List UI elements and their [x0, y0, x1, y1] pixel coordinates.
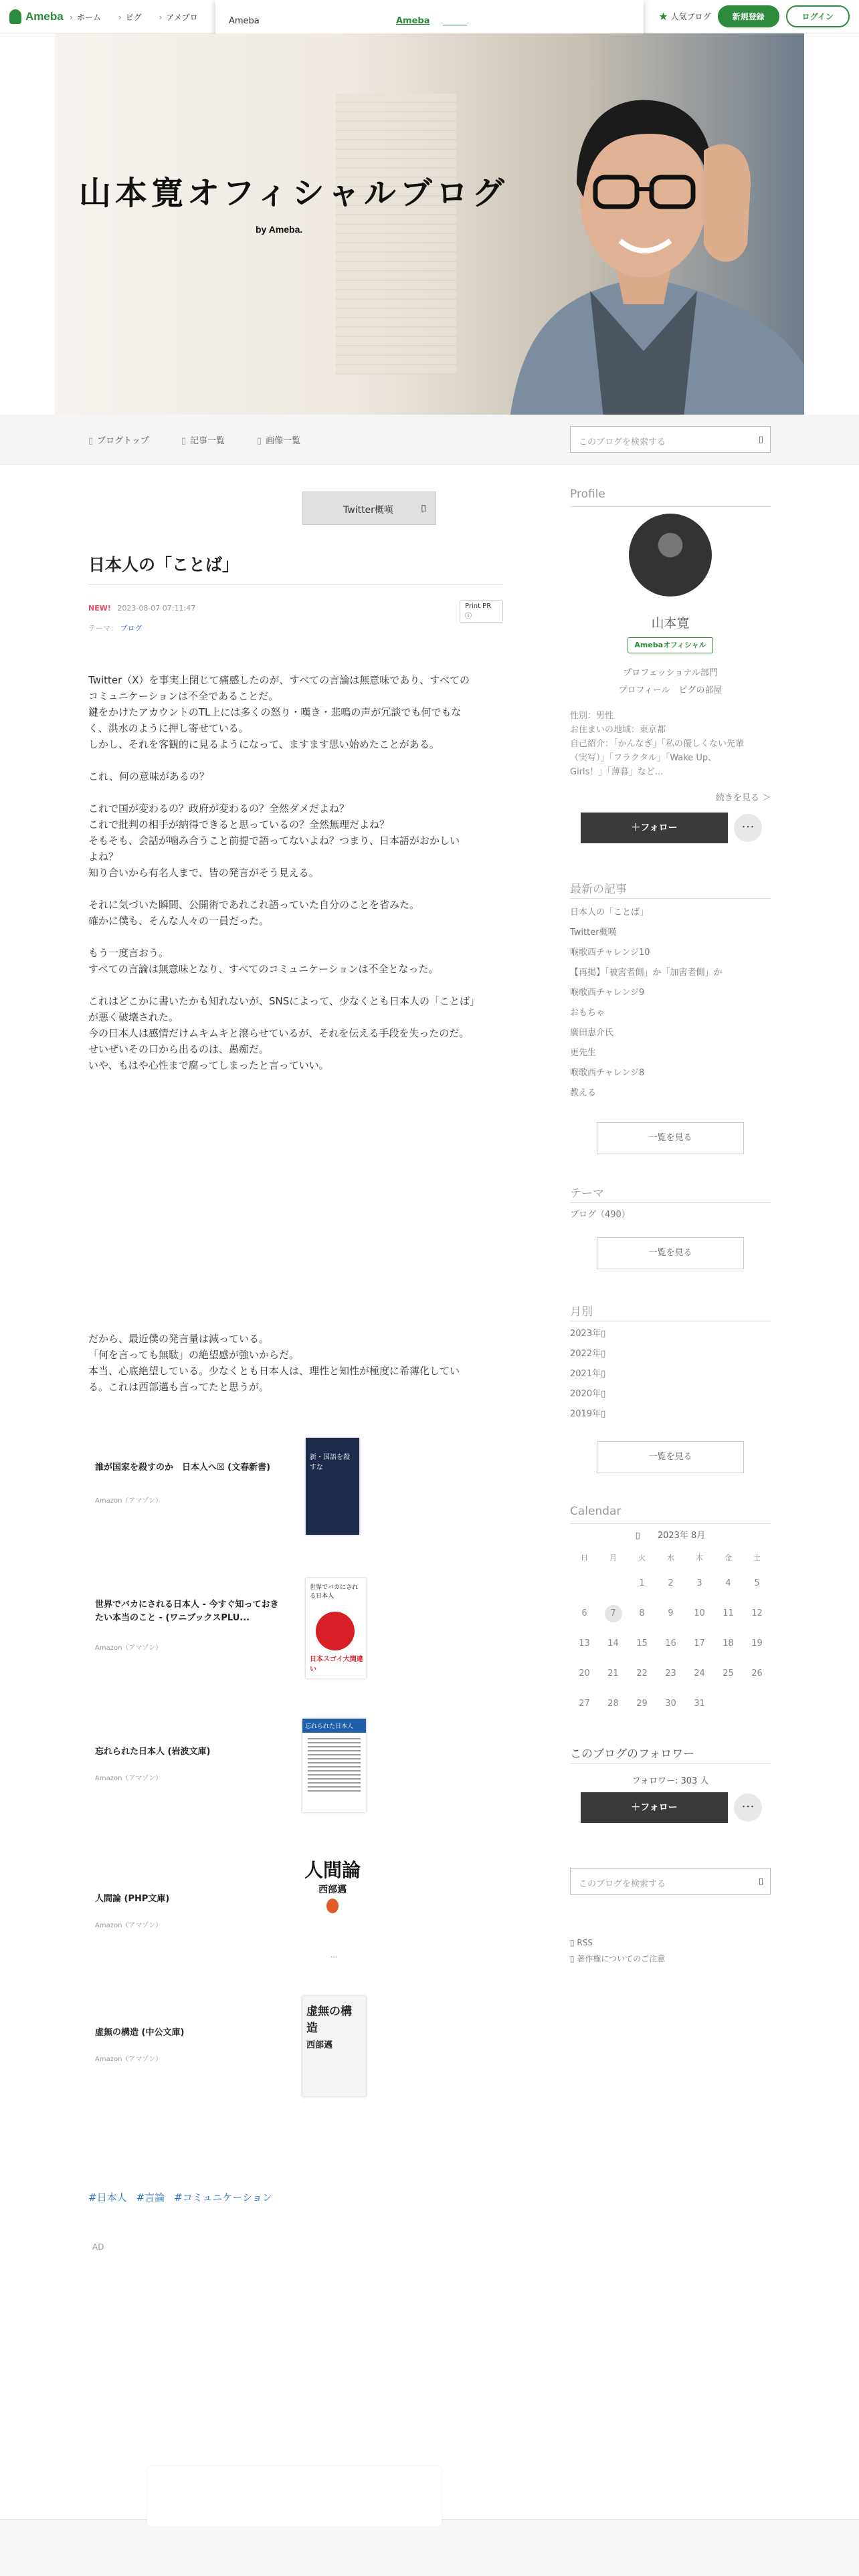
body-paragraph: せいぜいその口から出るのは、愚痴だ。: [88, 1043, 270, 1055]
calendar-day[interactable]: 2: [668, 1578, 674, 1588]
calendar: [570, 1528, 771, 1722]
calendar-day[interactable]: 20: [579, 1669, 590, 1679]
follow-button[interactable]: ＋フォロー: [581, 813, 728, 843]
footer: [0, 2519, 859, 2576]
cover-text: 日本スゴイ大間違い: [310, 1656, 363, 1673]
book-cover[interactable]: [302, 1719, 366, 1812]
calendar-day: [714, 1689, 743, 1719]
calendar-day[interactable]: 22: [636, 1669, 648, 1679]
ameba-logo-icon: [9, 9, 21, 24]
book-cover[interactable]: [302, 1996, 366, 2097]
calendar-grid: [570, 1548, 771, 1719]
search-icon[interactable]: ▯: [758, 435, 763, 445]
cover-text: 西部邁: [318, 1885, 347, 1895]
calendar-day[interactable]: 10: [694, 1608, 705, 1618]
body-paragraph: しかし、それを客観的に見るようになって、ますます思い始めたことがある。: [88, 738, 440, 750]
nav-entry-list[interactable]: ▯ 記事一覧: [181, 433, 225, 446]
profile-name[interactable]: 山本寛: [651, 616, 690, 631]
recent-entry-link[interactable]: 更先生: [570, 1048, 597, 1058]
hashtag[interactable]: #コミュニケーション: [174, 2191, 272, 2204]
body-paragraph: これ、何の意味があるの？: [88, 770, 209, 782]
calendar-day[interactable]: 21: [607, 1669, 619, 1679]
window-blinds: [336, 94, 456, 374]
calendar-day[interactable]: 26: [751, 1669, 763, 1679]
more-options-button[interactable]: ･･･: [734, 1794, 762, 1822]
popup-underline: [443, 16, 467, 25]
calendar-month[interactable]: ▯ 2023年 8月: [635, 1531, 706, 1541]
calendar-day[interactable]: 11: [723, 1608, 734, 1618]
recent-entry-link[interactable]: 喉歌西チャレンジ10: [570, 948, 650, 958]
copyright-link[interactable]: [570, 1951, 771, 1967]
body-paragraph: それに気づいた瞬間、公開術であれこれ語っていた自分のことを省みた。: [88, 899, 420, 911]
month-link[interactable]: 2019年▯: [570, 1409, 606, 1419]
recent-entry-link[interactable]: 日本人の「ことば」: [570, 907, 649, 918]
followers-heading: このブログのフォロワー: [570, 1747, 695, 1761]
body-paragraph: 本当、心底絶望している。少なくとも日本人は、理性と知性が極度に希薄化してい: [88, 1365, 460, 1377]
body-paragraph: いや、もはや心性まで腐ってしまったと言っていい。: [88, 1059, 329, 1071]
book-card[interactable]: [88, 1578, 503, 1699]
profile-info-line: Girls！」「薄暮」など...: [570, 767, 664, 777]
profile-heading: Profile: [570, 488, 605, 501]
calendar-day[interactable]: 16: [665, 1638, 676, 1648]
blog-title[interactable]: 山本寛オフィシャルブログ: [79, 175, 508, 212]
book-title[interactable]: 誰が国家を殺すのか 日本人へ☒ (文春新書): [95, 1463, 271, 1473]
body-paragraph: よね？: [88, 851, 119, 863]
calendar-day[interactable]: 13: [579, 1638, 590, 1648]
prev-entry-button[interactable]: [302, 492, 436, 525]
blog-nav-items: [88, 433, 300, 446]
month-link[interactable]: 2021年▯: [570, 1369, 606, 1379]
calendar-day[interactable]: 28: [607, 1699, 619, 1709]
body-paragraph: コミュニケーションは不全であることだ。: [88, 690, 279, 702]
cover-text: 忘れられた日本人: [302, 1719, 366, 1733]
cover-text: 世界でバカにされる日本人: [310, 1584, 359, 1600]
calendar-day[interactable]: 27: [579, 1699, 590, 1709]
theme-list: [570, 1205, 771, 1225]
profile-info-line: 性別：男性: [570, 711, 614, 721]
logo-text: Ameba: [25, 10, 64, 23]
search-icon[interactable]: ▯: [758, 1876, 763, 1887]
theme-label: テーマ：: [88, 624, 118, 633]
body-paragraph: すべての言論は無意味となり、すべてのコミュニケーションは不全となった。: [88, 963, 439, 975]
blog-search-input[interactable]: [570, 426, 771, 453]
month-list-all-button[interactable]: 一覧を見る: [597, 1441, 744, 1473]
orange-graphic: [326, 1899, 339, 1913]
search-placeholder: このブログを検索する: [579, 1879, 666, 1889]
calendar-weekday: 金: [725, 1553, 732, 1562]
book-title[interactable]: 虚無の構造 (中公文庫): [95, 2028, 185, 2038]
profile-info-line: （実写）」「フラクタル」「Wake Up、: [570, 753, 717, 763]
body-paragraph: る。これは西部邁も言ってたと思うが。: [88, 1381, 270, 1393]
recent-list-all-button[interactable]: 一覧を見る: [597, 1122, 744, 1154]
section-divider: [570, 1523, 771, 1524]
month-link[interactable]: 2020年▯: [570, 1389, 606, 1399]
calendar-day[interactable]: 8: [639, 1608, 645, 1618]
body-paragraph: [88, 977, 503, 993]
body-paragraph: [88, 752, 503, 768]
header-actions: [658, 5, 850, 27]
month-heading: 月別: [570, 1305, 593, 1319]
body-paragraph: これで国が変わるの？政府が変わるの？全然ダメだよね？: [88, 802, 350, 815]
follower-count[interactable]: フォロワー: 303 人: [632, 1776, 709, 1786]
body-paragraph: 確かに僕も、そんな人々の一員だった。: [88, 915, 270, 927]
body-paragraph: [88, 929, 503, 945]
book-card[interactable]: [88, 1856, 503, 1976]
calendar-day[interactable]: [599, 1598, 628, 1628]
read-more-link[interactable]: 続きを見る ＞: [715, 793, 771, 803]
theme-list-all-button[interactable]: 一覧を見る: [597, 1237, 744, 1269]
cover-text: 新・国語を殺すな: [310, 1454, 350, 1471]
official-badge[interactable]: Amebaオフィシャル: [628, 637, 713, 653]
search-placeholder: このブログを検索する: [579, 437, 666, 447]
calendar-day[interactable]: 12: [751, 1608, 763, 1618]
book-cover[interactable]: [302, 1856, 363, 1943]
nav-pigg[interactable]: › ピグ: [118, 11, 142, 23]
popup-label: Ameba: [229, 16, 260, 26]
calendar-day[interactable]: 4: [725, 1578, 731, 1588]
entry-body-part2: [88, 1331, 503, 1395]
body-paragraph: Twitter（X）を事実上閉じて痛感したのが、すべての言論は無意味であり、すべての: [88, 674, 470, 686]
cover-text-lines: [308, 1738, 361, 1792]
new-badge: NEW!: [88, 604, 111, 613]
calendar-weekday: 日: [581, 1553, 588, 1562]
recent-entry-link[interactable]: 廣田恵介氏: [570, 1028, 614, 1038]
popup-link[interactable]: Ameba: [396, 16, 430, 26]
body-paragraph: 鍵をかけたアカウントのTL上には多くの怒り・嘆き・悲鳴の声が冗談でも何でもな: [88, 706, 462, 718]
book-ellipsis: ...: [330, 1951, 338, 1959]
hashtag[interactable]: #日本人: [88, 2191, 127, 2204]
body-paragraph: そもそも、会話が噛み合うこと前提で語ってないよね？つまり、日本語がおかしい: [88, 835, 460, 847]
book-title[interactable]: 忘れられた日本人 (岩波文庫): [95, 1747, 211, 1757]
nav-home[interactable]: › ホーム: [70, 11, 101, 23]
body-paragraph: 「何を言っても無駄」の絶望感が強いからだ。: [88, 1349, 300, 1361]
hashtag[interactable]: #言論: [136, 2191, 165, 2204]
ad-label: AD: [92, 2242, 104, 2252]
profile-category[interactable]: プロフェッショナル部門: [623, 668, 718, 678]
nav-ameblo[interactable]: › アメブロ: [159, 11, 198, 23]
recent-entry-link[interactable]: おもちゃ: [570, 1008, 605, 1018]
theme-item[interactable]: ブログ（490）: [570, 1210, 630, 1220]
calendar-today[interactable]: 7: [605, 1605, 622, 1622]
entry-meta: [88, 604, 195, 613]
month-link[interactable]: 2022年▯: [570, 1349, 606, 1359]
book-source: Amazon（アマゾン）: [95, 2056, 163, 2063]
calendar-day: [570, 1568, 599, 1598]
book-title[interactable]: 人間論 (PHP文庫): [95, 1894, 170, 1904]
avatar[interactable]: [629, 514, 712, 597]
hashtag-list: [88, 2190, 272, 2204]
cover-text: 西部邁: [306, 2040, 333, 2050]
login-button[interactable]: ログイン: [786, 5, 850, 27]
recent-entry-link[interactable]: 喉歌西チャレンジ9: [570, 988, 645, 998]
follow-button[interactable]: ＋フォロー: [581, 1792, 728, 1823]
calendar-day: [599, 1568, 628, 1598]
global-nav: [70, 11, 198, 23]
calendar-weekday: 木: [696, 1553, 703, 1562]
recent-heading: 最新の記事: [570, 883, 627, 896]
body-paragraph: が悪く破壊された。: [88, 1011, 179, 1023]
profile-info-line: 自己紹介：「かんなぎ」「私の優しくない先輩: [570, 739, 745, 749]
author-photo: [483, 70, 804, 415]
footer-card: [147, 2466, 442, 2527]
book-cover[interactable]: [306, 1438, 359, 1535]
recent-entries: [570, 903, 771, 1103]
recent-entry-link[interactable]: 喉歌西チャレンジ8: [570, 1068, 645, 1078]
profile-links[interactable]: プロフィール ピグの部屋: [618, 685, 723, 695]
calendar-day[interactable]: 3: [696, 1578, 702, 1588]
calendar-heading: Calendar: [570, 1505, 622, 1518]
sidebar-links: [570, 1935, 771, 1967]
entry-body-part1: [88, 672, 503, 1073]
entry-title[interactable]: 日本人の「ことば」: [88, 555, 240, 574]
register-button[interactable]: 新規登録: [718, 5, 779, 27]
profile-info-line: お住まいの地域：東京都: [570, 725, 666, 735]
section-divider: [570, 898, 771, 899]
body-paragraph: 今の日本人は感情だけムキムキと滾らせているが、それを伝える手段を失ったのだ。: [88, 1027, 470, 1039]
book-source: Amazon（アマゾン）: [95, 1775, 163, 1782]
book-source: Amazon（アマゾン）: [95, 1497, 163, 1505]
body-paragraph: もう一度言おう。: [88, 947, 169, 959]
calendar-day[interactable]: 19: [751, 1638, 763, 1648]
rss-link[interactable]: [570, 1935, 771, 1951]
ameba-logo[interactable]: [9, 7, 64, 26]
book-card[interactable]: [88, 1438, 503, 1558]
calendar-day[interactable]: 9: [668, 1608, 674, 1618]
recent-entry-link[interactable]: 【再掲】「被害者側」か「加害者側」か: [570, 968, 723, 978]
section-divider: [570, 1202, 771, 1203]
calendar-day: [743, 1689, 771, 1719]
theme-link[interactable]: ブログ: [120, 624, 142, 633]
book-title[interactable]: 世界でバカにされる日本人 - 今すぐ知っておきたい本当のこと - (ワニブックスPLU...: [95, 1600, 279, 1623]
info-icon: ▯: [570, 1954, 577, 1963]
book-source: Amazon（アマゾン）: [95, 1922, 163, 1929]
star-icon: ★: [658, 10, 668, 23]
calendar-day[interactable]: 1: [639, 1578, 645, 1588]
entry-date: 2023-08-07 07:11:47: [117, 604, 196, 613]
section-divider: [570, 506, 771, 507]
recent-entry-link[interactable]: Twitter概嘆: [570, 928, 617, 938]
calendar-weekday: 月: [609, 1553, 617, 1562]
book-card[interactable]: [88, 1996, 503, 2117]
nav-blog-top[interactable]: ▯ ブログトップ: [88, 433, 149, 446]
calendar-day[interactable]: 31: [694, 1699, 705, 1709]
body-paragraph: だから、最近僕の発言量は減っている。: [88, 1333, 270, 1345]
calendar-day[interactable]: 14: [607, 1638, 619, 1648]
calendar-weekday: 水: [667, 1553, 674, 1562]
body-paragraph: [88, 784, 503, 800]
red-circle-graphic: [316, 1612, 355, 1650]
profile-info: [570, 709, 771, 779]
chevron-icon: ▯: [421, 503, 426, 514]
calendar-weekday: 土: [753, 1553, 761, 1562]
month-list: [570, 1324, 771, 1424]
blog-header-image[interactable]: [55, 33, 804, 415]
calendar-day[interactable]: 15: [636, 1638, 648, 1648]
sidebar-search-input[interactable]: [570, 1868, 771, 1895]
calendar-day[interactable]: 30: [665, 1699, 676, 1709]
calendar-day[interactable]: 25: [723, 1669, 734, 1679]
book-cover[interactable]: [306, 1578, 366, 1679]
book-card[interactable]: [88, 1719, 503, 1839]
entry-theme: [88, 623, 142, 633]
calendar-day[interactable]: 23: [665, 1669, 676, 1679]
calendar-day[interactable]: 6: [581, 1608, 587, 1618]
month-link[interactable]: 2023年▯: [570, 1329, 606, 1339]
recent-entry-link[interactable]: 教える: [570, 1088, 597, 1098]
cover-text: 虚無の構造: [306, 2005, 352, 2035]
calendar-day[interactable]: 24: [694, 1669, 705, 1679]
theme-heading: テーマ: [570, 1187, 604, 1200]
prev-entry-label: Twitter概嘆: [343, 505, 393, 516]
body-paragraph: これで批判の相手が納得できると思っているの？全然無理だよね？: [88, 819, 390, 831]
calendar-day[interactable]: 17: [694, 1638, 705, 1648]
calendar-day[interactable]: 29: [636, 1699, 648, 1709]
body-paragraph: く、洪水のように押し寄せている。: [88, 722, 249, 734]
blog-subnav: [0, 415, 859, 465]
copyright-label: 著作権についてのご注意: [577, 1954, 666, 1963]
calendar-weekday: 火: [638, 1553, 646, 1562]
pr-button[interactable]: Print PR ⓘ: [460, 600, 503, 623]
calendar-day[interactable]: 18: [723, 1638, 734, 1648]
calendar-day[interactable]: 5: [754, 1578, 760, 1588]
book-source: Amazon（アマゾン）: [95, 1644, 163, 1652]
body-paragraph: 知り合いから有名人まで、皆の発言がそう見える。: [88, 867, 319, 879]
rss-icon: ▯: [570, 1938, 577, 1947]
by-ameba: by Ameba.: [256, 224, 303, 235]
popular-blogs-link[interactable]: [658, 10, 710, 23]
popular-label: 人気ブログ: [670, 12, 711, 21]
body-paragraph: [88, 881, 503, 897]
cover-text: 人間論: [304, 1859, 361, 1881]
nav-image-list[interactable]: ▯ 画像一覧: [257, 433, 300, 446]
body-paragraph: これはどこかに書いたかも知れないが、SNSによって、少なくとも日本人の「ことば」: [88, 995, 480, 1007]
rss-label: RSS: [577, 1938, 593, 1947]
more-options-button[interactable]: ･･･: [734, 814, 762, 842]
